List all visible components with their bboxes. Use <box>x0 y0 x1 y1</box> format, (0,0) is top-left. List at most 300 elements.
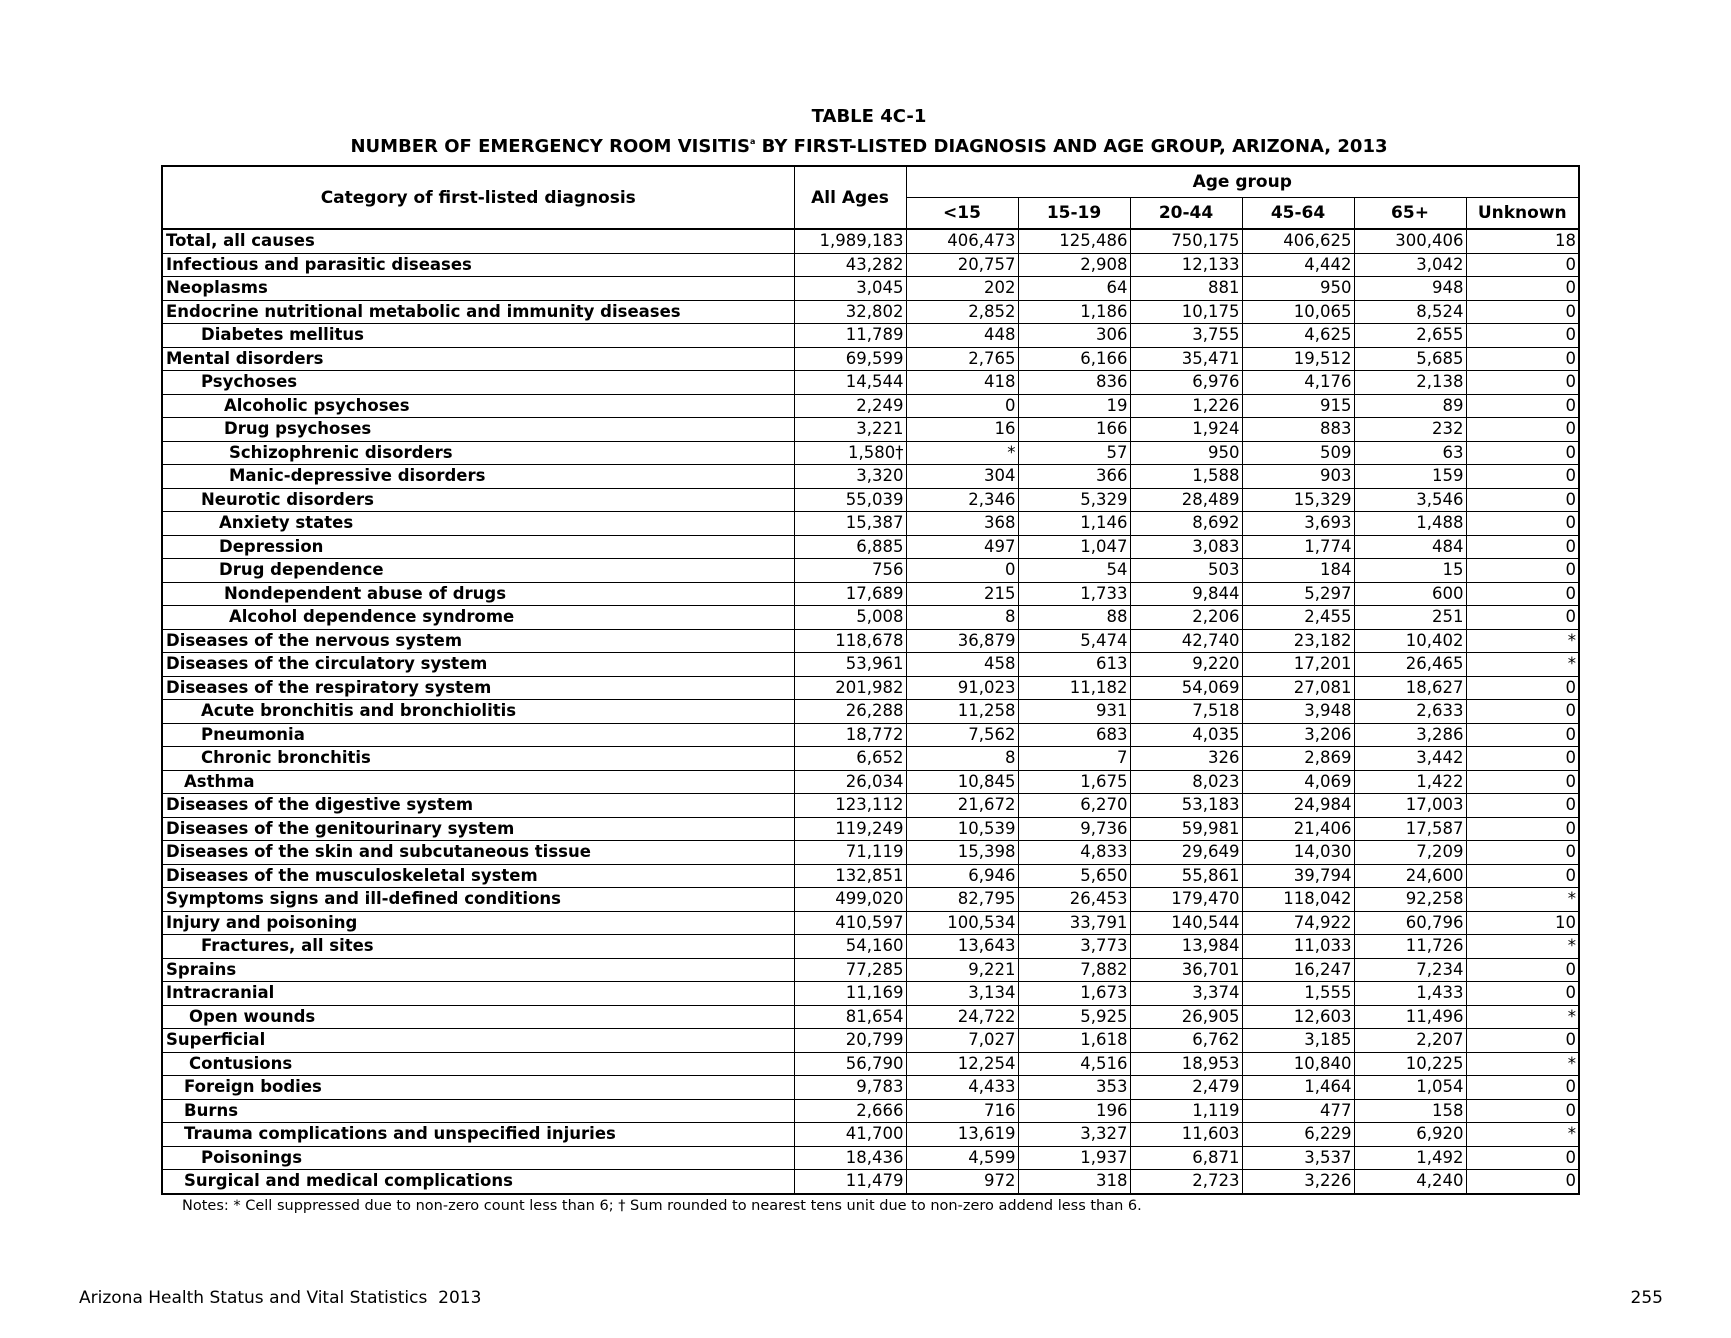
cell-15-19: 88 <box>1018 606 1130 630</box>
cell-unknown: 0 <box>1466 277 1579 301</box>
cell-unknown: 0 <box>1466 794 1579 818</box>
cell-15-19: 125,486 <box>1018 229 1130 253</box>
cell-45-64: 27,081 <box>1242 676 1354 700</box>
cell-all-ages: 32,802 <box>794 300 906 324</box>
row-category-label: Injury and poisoning <box>162 911 794 935</box>
cell-45-64: 509 <box>1242 441 1354 465</box>
cell-45-64: 11,033 <box>1242 935 1354 959</box>
row-category-label: Diseases of the digestive system <box>162 794 794 818</box>
table-row <box>162 770 1579 794</box>
cell-45-64: 17,201 <box>1242 653 1354 677</box>
cell-under-15: 20,757 <box>906 253 1018 277</box>
cell-45-64: 14,030 <box>1242 841 1354 865</box>
cell-45-64: 19,512 <box>1242 347 1354 371</box>
cell-all-ages: 410,597 <box>794 911 906 935</box>
cell-15-19: 3,773 <box>1018 935 1130 959</box>
footer-publication: Arizona Health Status and Vital Statistics 2013 <box>79 1288 482 1308</box>
cell-15-19: 5,474 <box>1018 629 1130 653</box>
cell-45-64: 16,247 <box>1242 958 1354 982</box>
cell-unknown: 0 <box>1466 606 1579 630</box>
row-category-label: Total, all causes <box>162 229 794 253</box>
cell-all-ages: 26,034 <box>794 770 906 794</box>
cell-65-plus: 1,054 <box>1354 1076 1466 1100</box>
cell-65-plus: 484 <box>1354 535 1466 559</box>
cell-all-ages: 56,790 <box>794 1052 906 1076</box>
cell-all-ages: 1,580† <box>794 441 906 465</box>
cell-under-15: 82,795 <box>906 888 1018 912</box>
cell-15-19: 1,618 <box>1018 1029 1130 1053</box>
table-row <box>162 535 1579 559</box>
cell-15-19: 57 <box>1018 441 1130 465</box>
cell-under-15: 91,023 <box>906 676 1018 700</box>
cell-20-44: 950 <box>1130 441 1242 465</box>
cell-unknown: 0 <box>1466 394 1579 418</box>
cell-under-15: 24,722 <box>906 1005 1018 1029</box>
header-age-15-19: 15-19 <box>1018 198 1130 230</box>
cell-all-ages: 18,436 <box>794 1146 906 1170</box>
row-category-label: Burns <box>162 1099 794 1123</box>
cell-15-19: 1,146 <box>1018 512 1130 536</box>
diagnosis-table <box>161 165 1580 1195</box>
table-row <box>162 1146 1579 1170</box>
cell-all-ages: 15,387 <box>794 512 906 536</box>
cell-under-15: 10,845 <box>906 770 1018 794</box>
cell-all-ages: 6,885 <box>794 535 906 559</box>
cell-20-44: 2,479 <box>1130 1076 1242 1100</box>
cell-15-19: 5,925 <box>1018 1005 1130 1029</box>
header-age-20-44: 20-44 <box>1130 198 1242 230</box>
cell-45-64: 6,229 <box>1242 1123 1354 1147</box>
cell-20-44: 1,119 <box>1130 1099 1242 1123</box>
cell-45-64: 915 <box>1242 394 1354 418</box>
cell-unknown: * <box>1466 935 1579 959</box>
row-category-label: Superficial <box>162 1029 794 1053</box>
cell-15-19: 836 <box>1018 371 1130 395</box>
cell-under-15: 2,346 <box>906 488 1018 512</box>
table-row <box>162 324 1579 348</box>
cell-15-19: 26,453 <box>1018 888 1130 912</box>
table-subtitle <box>161 129 1577 159</box>
row-category-label: Neurotic disorders <box>162 488 794 512</box>
cell-15-19: 318 <box>1018 1170 1130 1194</box>
cell-65-plus: 1,488 <box>1354 512 1466 536</box>
row-category-label: Chronic bronchitis <box>162 747 794 771</box>
cell-under-15: 2,765 <box>906 347 1018 371</box>
cell-20-44: 140,544 <box>1130 911 1242 935</box>
cell-20-44: 9,220 <box>1130 653 1242 677</box>
table-row <box>162 1123 1579 1147</box>
cell-20-44: 3,755 <box>1130 324 1242 348</box>
cell-45-64: 184 <box>1242 559 1354 583</box>
cell-under-15: 7,562 <box>906 723 1018 747</box>
cell-under-15: 21,672 <box>906 794 1018 818</box>
cell-unknown: 0 <box>1466 747 1579 771</box>
cell-all-ages: 119,249 <box>794 817 906 841</box>
cell-unknown: 0 <box>1466 253 1579 277</box>
cell-65-plus: 26,465 <box>1354 653 1466 677</box>
table-row <box>162 277 1579 301</box>
cell-all-ages: 3,221 <box>794 418 906 442</box>
cell-65-plus: 1,492 <box>1354 1146 1466 1170</box>
cell-all-ages: 69,599 <box>794 347 906 371</box>
cell-under-15: 497 <box>906 535 1018 559</box>
page-number: 255 <box>1630 1288 1663 1308</box>
cell-45-64: 24,984 <box>1242 794 1354 818</box>
cell-45-64: 4,069 <box>1242 770 1354 794</box>
cell-15-19: 6,270 <box>1018 794 1130 818</box>
cell-15-19: 1,937 <box>1018 1146 1130 1170</box>
cell-65-plus: 2,655 <box>1354 324 1466 348</box>
table-row <box>162 1052 1579 1076</box>
row-category-label: Anxiety states <box>162 512 794 536</box>
row-category-label: Diabetes mellitus <box>162 324 794 348</box>
cell-20-44: 4,035 <box>1130 723 1242 747</box>
header-age-under-15: <15 <box>906 198 1018 230</box>
table-row <box>162 300 1579 324</box>
cell-all-ages: 2,666 <box>794 1099 906 1123</box>
cell-65-plus: 232 <box>1354 418 1466 442</box>
cell-45-64: 3,226 <box>1242 1170 1354 1194</box>
cell-15-19: 5,329 <box>1018 488 1130 512</box>
cell-unknown: 0 <box>1466 1029 1579 1053</box>
table-row <box>162 1099 1579 1123</box>
cell-45-64: 5,297 <box>1242 582 1354 606</box>
cell-under-15: 12,254 <box>906 1052 1018 1076</box>
cell-under-15: 202 <box>906 277 1018 301</box>
cell-65-plus: 15 <box>1354 559 1466 583</box>
cell-under-15: 10,539 <box>906 817 1018 841</box>
cell-20-44: 1,588 <box>1130 465 1242 489</box>
cell-15-19: 64 <box>1018 277 1130 301</box>
cell-under-15: 16 <box>906 418 1018 442</box>
cell-65-plus: 89 <box>1354 394 1466 418</box>
cell-unknown: * <box>1466 653 1579 677</box>
cell-45-64: 39,794 <box>1242 864 1354 888</box>
row-category-label: Schizophrenic disorders <box>162 441 794 465</box>
row-category-label: Acute bronchitis and bronchiolitis <box>162 700 794 724</box>
table-row <box>162 606 1579 630</box>
row-category-label: Infectious and parasitic diseases <box>162 253 794 277</box>
cell-20-44: 13,984 <box>1130 935 1242 959</box>
cell-under-15: 8 <box>906 747 1018 771</box>
cell-65-plus: 3,042 <box>1354 253 1466 277</box>
cell-all-ages: 499,020 <box>794 888 906 912</box>
row-category-label: Open wounds <box>162 1005 794 1029</box>
cell-all-ages: 123,112 <box>794 794 906 818</box>
cell-45-64: 3,948 <box>1242 700 1354 724</box>
cell-15-19: 306 <box>1018 324 1130 348</box>
table-body <box>162 229 1579 1194</box>
cell-15-19: 366 <box>1018 465 1130 489</box>
table-row <box>162 512 1579 536</box>
table-row <box>162 676 1579 700</box>
cell-unknown: 0 <box>1466 841 1579 865</box>
cell-65-plus: 6,920 <box>1354 1123 1466 1147</box>
subtitle-main: NUMBER OF EMERGENCY ROOM VISITIS <box>350 136 750 157</box>
cell-unknown: 0 <box>1466 535 1579 559</box>
cell-65-plus: 11,496 <box>1354 1005 1466 1029</box>
cell-65-plus: 10,225 <box>1354 1052 1466 1076</box>
cell-20-44: 12,133 <box>1130 253 1242 277</box>
cell-45-64: 4,442 <box>1242 253 1354 277</box>
cell-45-64: 15,329 <box>1242 488 1354 512</box>
cell-65-plus: 4,240 <box>1354 1170 1466 1194</box>
cell-15-19: 6,166 <box>1018 347 1130 371</box>
table-row <box>162 864 1579 888</box>
cell-65-plus: 2,207 <box>1354 1029 1466 1053</box>
cell-15-19: 4,833 <box>1018 841 1130 865</box>
cell-15-19: 166 <box>1018 418 1130 442</box>
cell-under-15: 8 <box>906 606 1018 630</box>
cell-20-44: 9,844 <box>1130 582 1242 606</box>
table-row <box>162 629 1579 653</box>
cell-45-64: 1,555 <box>1242 982 1354 1006</box>
cell-65-plus: 1,422 <box>1354 770 1466 794</box>
cell-45-64: 21,406 <box>1242 817 1354 841</box>
cell-20-44: 10,175 <box>1130 300 1242 324</box>
cell-65-plus: 8,524 <box>1354 300 1466 324</box>
cell-unknown: 0 <box>1466 676 1579 700</box>
cell-15-19: 33,791 <box>1018 911 1130 935</box>
cell-under-15: 448 <box>906 324 1018 348</box>
row-category-label: Pneumonia <box>162 723 794 747</box>
cell-20-44: 8,692 <box>1130 512 1242 536</box>
cell-all-ages: 81,654 <box>794 1005 906 1029</box>
row-category-label: Diseases of the nervous system <box>162 629 794 653</box>
cell-15-19: 7 <box>1018 747 1130 771</box>
cell-all-ages: 18,772 <box>794 723 906 747</box>
row-category-label: Sprains <box>162 958 794 982</box>
cell-unknown: 0 <box>1466 371 1579 395</box>
cell-unknown: 0 <box>1466 1170 1579 1194</box>
cell-all-ages: 3,045 <box>794 277 906 301</box>
cell-20-44: 179,470 <box>1130 888 1242 912</box>
cell-45-64: 4,625 <box>1242 324 1354 348</box>
cell-under-15: 13,619 <box>906 1123 1018 1147</box>
cell-65-plus: 3,442 <box>1354 747 1466 771</box>
header-age-45-64: 45-64 <box>1242 198 1354 230</box>
cell-65-plus: 600 <box>1354 582 1466 606</box>
cell-45-64: 10,065 <box>1242 300 1354 324</box>
cell-65-plus: 60,796 <box>1354 911 1466 935</box>
cell-45-64: 2,869 <box>1242 747 1354 771</box>
cell-20-44: 6,871 <box>1130 1146 1242 1170</box>
cell-under-15: 7,027 <box>906 1029 1018 1053</box>
row-category-label: Diseases of the respiratory system <box>162 676 794 700</box>
cell-15-19: 4,516 <box>1018 1052 1130 1076</box>
cell-20-44: 29,649 <box>1130 841 1242 865</box>
cell-45-64: 3,185 <box>1242 1029 1354 1053</box>
cell-all-ages: 5,008 <box>794 606 906 630</box>
cell-45-64: 74,922 <box>1242 911 1354 935</box>
cell-20-44: 6,762 <box>1130 1029 1242 1053</box>
cell-20-44: 55,861 <box>1130 864 1242 888</box>
cell-65-plus: 159 <box>1354 465 1466 489</box>
cell-all-ages: 54,160 <box>794 935 906 959</box>
row-category-label: Poisonings <box>162 1146 794 1170</box>
cell-20-44: 8,023 <box>1130 770 1242 794</box>
cell-65-plus: 2,633 <box>1354 700 1466 724</box>
row-category-label: Drug dependence <box>162 559 794 583</box>
cell-20-44: 326 <box>1130 747 1242 771</box>
cell-45-64: 3,206 <box>1242 723 1354 747</box>
cell-45-64: 118,042 <box>1242 888 1354 912</box>
cell-15-19: 1,186 <box>1018 300 1130 324</box>
row-category-label: Depression <box>162 535 794 559</box>
table-row <box>162 1076 1579 1100</box>
cell-unknown: 0 <box>1466 770 1579 794</box>
cell-15-19: 1,733 <box>1018 582 1130 606</box>
row-category-label: Surgical and medical complications <box>162 1170 794 1194</box>
cell-unknown: 0 <box>1466 465 1579 489</box>
cell-unknown: 0 <box>1466 324 1579 348</box>
cell-15-19: 931 <box>1018 700 1130 724</box>
cell-65-plus: 1,433 <box>1354 982 1466 1006</box>
table-row <box>162 653 1579 677</box>
table-row <box>162 1005 1579 1029</box>
cell-under-15: 3,134 <box>906 982 1018 1006</box>
row-category-label: Foreign bodies <box>162 1076 794 1100</box>
row-category-label: Alcoholic psychoses <box>162 394 794 418</box>
cell-20-44: 1,226 <box>1130 394 1242 418</box>
cell-15-19: 3,327 <box>1018 1123 1130 1147</box>
cell-under-15: 6,946 <box>906 864 1018 888</box>
cell-20-44: 1,924 <box>1130 418 1242 442</box>
cell-unknown: 0 <box>1466 817 1579 841</box>
cell-under-15: 418 <box>906 371 1018 395</box>
cell-under-15: 11,258 <box>906 700 1018 724</box>
cell-65-plus: 10,402 <box>1354 629 1466 653</box>
cell-20-44: 3,083 <box>1130 535 1242 559</box>
cell-15-19: 1,675 <box>1018 770 1130 794</box>
cell-all-ages: 6,652 <box>794 747 906 771</box>
cell-unknown: 10 <box>1466 911 1579 935</box>
table-row <box>162 935 1579 959</box>
cell-45-64: 1,464 <box>1242 1076 1354 1100</box>
header-category: Category of first-listed diagnosis <box>162 166 794 229</box>
cell-45-64: 12,603 <box>1242 1005 1354 1029</box>
cell-20-44: 3,374 <box>1130 982 1242 1006</box>
cell-under-15: 36,879 <box>906 629 1018 653</box>
cell-under-15: 13,643 <box>906 935 1018 959</box>
cell-unknown: 0 <box>1466 300 1579 324</box>
table-row <box>162 418 1579 442</box>
cell-all-ages: 3,320 <box>794 465 906 489</box>
cell-unknown: 18 <box>1466 229 1579 253</box>
table-notes: Notes: * Cell suppressed due to non-zero count less than 6; † Sum rounded to nearest tens unit due to non-zero addend less than 6. <box>182 1198 1142 1214</box>
cell-under-15: 2,852 <box>906 300 1018 324</box>
row-category-label: Nondependent abuse of drugs <box>162 582 794 606</box>
cell-65-plus: 24,600 <box>1354 864 1466 888</box>
table-row <box>162 841 1579 865</box>
table-row <box>162 958 1579 982</box>
cell-15-19: 54 <box>1018 559 1130 583</box>
table-row <box>162 229 1579 253</box>
cell-20-44: 42,740 <box>1130 629 1242 653</box>
cell-unknown: 0 <box>1466 864 1579 888</box>
cell-45-64: 406,625 <box>1242 229 1354 253</box>
row-category-label: Contusions <box>162 1052 794 1076</box>
cell-20-44: 26,905 <box>1130 1005 1242 1029</box>
cell-unknown: * <box>1466 1052 1579 1076</box>
table-row <box>162 700 1579 724</box>
cell-15-19: 353 <box>1018 1076 1130 1100</box>
row-category-label: Diseases of the skin and subcutaneous tissue <box>162 841 794 865</box>
cell-45-64: 23,182 <box>1242 629 1354 653</box>
cell-under-15: 15,398 <box>906 841 1018 865</box>
row-category-label: Diseases of the musculoskeletal system <box>162 864 794 888</box>
cell-20-44: 11,603 <box>1130 1123 1242 1147</box>
cell-under-15: 0 <box>906 559 1018 583</box>
cell-all-ages: 20,799 <box>794 1029 906 1053</box>
cell-under-15: * <box>906 441 1018 465</box>
cell-all-ages: 14,544 <box>794 371 906 395</box>
cell-unknown: 0 <box>1466 559 1579 583</box>
cell-unknown: 0 <box>1466 723 1579 747</box>
table-row <box>162 888 1579 912</box>
cell-20-44: 881 <box>1130 277 1242 301</box>
cell-15-19: 1,047 <box>1018 535 1130 559</box>
cell-65-plus: 158 <box>1354 1099 1466 1123</box>
row-category-label: Neoplasms <box>162 277 794 301</box>
row-category-label: Mental disorders <box>162 347 794 371</box>
cell-20-44: 2,723 <box>1130 1170 1242 1194</box>
cell-all-ages: 11,479 <box>794 1170 906 1194</box>
cell-15-19: 19 <box>1018 394 1130 418</box>
cell-all-ages: 2,249 <box>794 394 906 418</box>
row-category-label: Diseases of the genitourinary system <box>162 817 794 841</box>
table-row <box>162 465 1579 489</box>
cell-all-ages: 26,288 <box>794 700 906 724</box>
header-age-unknown: Unknown <box>1466 198 1579 230</box>
cell-all-ages: 77,285 <box>794 958 906 982</box>
cell-under-15: 368 <box>906 512 1018 536</box>
table-row <box>162 723 1579 747</box>
cell-unknown: 0 <box>1466 700 1579 724</box>
cell-unknown: 0 <box>1466 958 1579 982</box>
cell-45-64: 10,840 <box>1242 1052 1354 1076</box>
cell-all-ages: 11,789 <box>794 324 906 348</box>
cell-65-plus: 3,286 <box>1354 723 1466 747</box>
cell-15-19: 7,882 <box>1018 958 1130 982</box>
header-all-ages: All Ages <box>794 166 906 229</box>
cell-unknown: * <box>1466 1123 1579 1147</box>
cell-all-ages: 53,961 <box>794 653 906 677</box>
cell-unknown: 0 <box>1466 418 1579 442</box>
row-category-label: Fractures, all sites <box>162 935 794 959</box>
cell-20-44: 750,175 <box>1130 229 1242 253</box>
table-row <box>162 394 1579 418</box>
cell-all-ages: 9,783 <box>794 1076 906 1100</box>
cell-20-44: 59,981 <box>1130 817 1242 841</box>
table-row <box>162 794 1579 818</box>
cell-65-plus: 251 <box>1354 606 1466 630</box>
cell-unknown: * <box>1466 1005 1579 1029</box>
cell-65-plus: 11,726 <box>1354 935 1466 959</box>
cell-under-15: 0 <box>906 394 1018 418</box>
cell-under-15: 304 <box>906 465 1018 489</box>
row-category-label: Symptoms signs and ill-defined conditions <box>162 888 794 912</box>
cell-all-ages: 201,982 <box>794 676 906 700</box>
cell-15-19: 683 <box>1018 723 1130 747</box>
cell-unknown: * <box>1466 888 1579 912</box>
cell-all-ages: 55,039 <box>794 488 906 512</box>
cell-under-15: 215 <box>906 582 1018 606</box>
cell-20-44: 53,183 <box>1130 794 1242 818</box>
cell-under-15: 100,534 <box>906 911 1018 935</box>
cell-20-44: 503 <box>1130 559 1242 583</box>
cell-15-19: 2,908 <box>1018 253 1130 277</box>
